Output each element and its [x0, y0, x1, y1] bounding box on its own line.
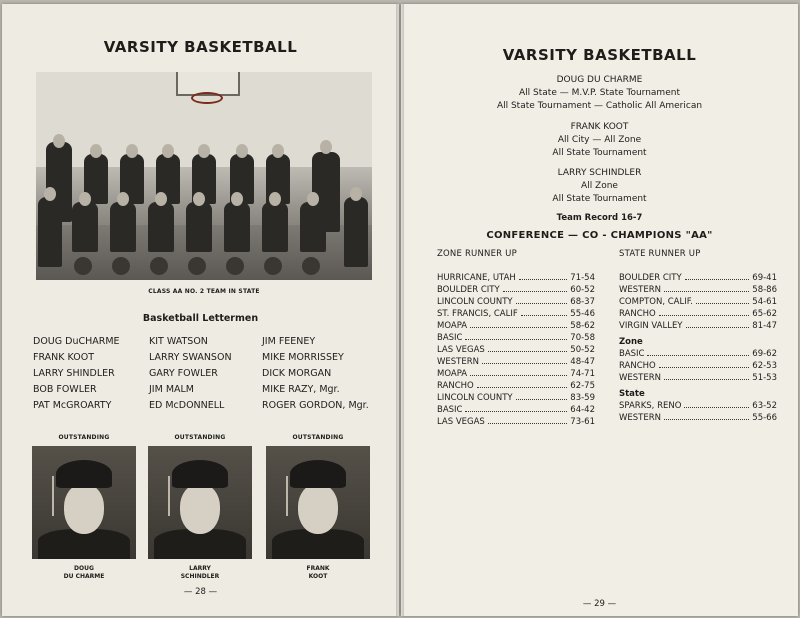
letterman: DICK MORGAN [262, 368, 332, 379]
portrait-photo [148, 446, 252, 559]
portrait-name: LARRY SCHINDLER [180, 565, 220, 580]
list-item: VIRGIN VALLEY 81-47 [619, 321, 777, 331]
letterman: ED McDONNELL [149, 400, 225, 411]
letterman: FRANK KOOT [33, 352, 95, 363]
list-item: WESTERN 55-66 [619, 413, 777, 423]
list-item: RANCHO 62-53 [619, 361, 777, 371]
list-item: BASIC 70-58 [437, 333, 595, 343]
list-item: RANCHO 65-62 [619, 309, 777, 319]
portrait-koot [266, 434, 370, 581]
list-item: BASIC 64-42 [437, 405, 595, 415]
zone-results-list [437, 272, 595, 428]
letterman: GARY FOWLER [149, 368, 218, 379]
portrait-ducharme [32, 434, 136, 581]
list-item: LAS VEGAS 73-61 [437, 417, 595, 427]
list-item: LAS VEGAS 50-52 [437, 345, 595, 355]
letterman: ROGER GORDON, Mgr. [262, 400, 369, 411]
lettermen-column-3 [262, 334, 369, 414]
portrait-schindler [148, 434, 252, 581]
team-photo [36, 72, 372, 280]
letterman: JIM MALM [149, 384, 195, 395]
page-number-left: — 28 — [183, 587, 218, 597]
state-results-list [619, 272, 777, 424]
list-item: MOAPA 74-71 [437, 369, 595, 379]
lettermen-title: Basketball Lettermen [142, 313, 259, 324]
state-section-title: State [619, 389, 645, 399]
list-item: RANCHO 62-75 [437, 381, 595, 391]
book-gutter [396, 4, 404, 616]
list-item: LINCOLN COUNTY 83-59 [437, 393, 595, 403]
page-number-right: — 29 — [582, 599, 617, 609]
letterman: PAT McGROARTY [33, 400, 112, 411]
letterman: LARRY SHINDLER [33, 368, 115, 379]
lettermen-column-2 [149, 334, 232, 414]
photo-caption: CLASS AA NO. 2 TEAM IN STATE [148, 288, 260, 295]
portrait-name: FRANK KOOT [306, 565, 330, 580]
list-item: WESTERN 51-53 [619, 373, 777, 383]
left-page-title: VARSITY BASKETBALL [103, 38, 298, 56]
letterman: DOUG DuCHARME [33, 336, 120, 347]
list-item: MOAPA 58-62 [437, 321, 595, 331]
portrait-label: OUTSTANDING [58, 434, 110, 441]
award-ducharme: DOUG DU CHARME All State — M.V.P. State Tournament All State Tournament — Catholic All American [496, 75, 703, 111]
state-runner-up-header: STATE RUNNER UP [619, 249, 701, 259]
zone-section-title: Zone [619, 337, 643, 347]
portrait-photo [32, 446, 136, 559]
list-item: BOULDER CITY 60-52 [437, 285, 595, 295]
list-item: COMPTON, CALIF. 54-61 [619, 297, 777, 307]
right-page [401, 4, 798, 616]
list-item: ST. FRANCIS, CALIF 55-46 [437, 309, 595, 319]
left-page [2, 4, 399, 616]
letterman: MIKE MORRISSEY [262, 352, 344, 363]
list-item: BASIC 69-62 [619, 349, 777, 359]
letterman: BOB FOWLER [33, 384, 97, 395]
letterman: MIKE RAZY, Mgr. [262, 384, 340, 395]
list-item: HURRICANE, UTAH 71-54 [437, 273, 595, 283]
list-item: WESTERN 48-47 [437, 357, 595, 367]
list-item: BOULDER CITY 69-41 [619, 273, 777, 283]
conference-title: CONFERENCE — CO - CHAMPIONS "AA" [486, 230, 713, 241]
list-item: WESTERN 58-86 [619, 285, 777, 295]
portrait-photo [266, 446, 370, 559]
right-page-title: VARSITY BASKETBALL [502, 46, 697, 64]
zone-runner-up-header: ZONE RUNNER UP [437, 249, 517, 259]
portrait-name: DOUG DU CHARME [63, 565, 105, 580]
letterman: KIT WATSON [149, 336, 208, 347]
letterman: LARRY SWANSON [149, 352, 232, 363]
portrait-label: OUTSTANDING [292, 434, 344, 441]
award-schindler: LARRY SCHINDLER All Zone All State Tournament [552, 168, 647, 204]
letterman: JIM FEENEY [262, 336, 316, 347]
portrait-label: OUTSTANDING [174, 434, 226, 441]
team-record: Team Record 16-7 [556, 213, 643, 223]
list-item: LINCOLN COUNTY 68-37 [437, 297, 595, 307]
award-koot: FRANK KOOT All City — All Zone All State Tournament [552, 122, 647, 158]
lettermen-column-1 [33, 334, 120, 414]
list-item: SPARKS, RENO 63-52 [619, 401, 777, 411]
